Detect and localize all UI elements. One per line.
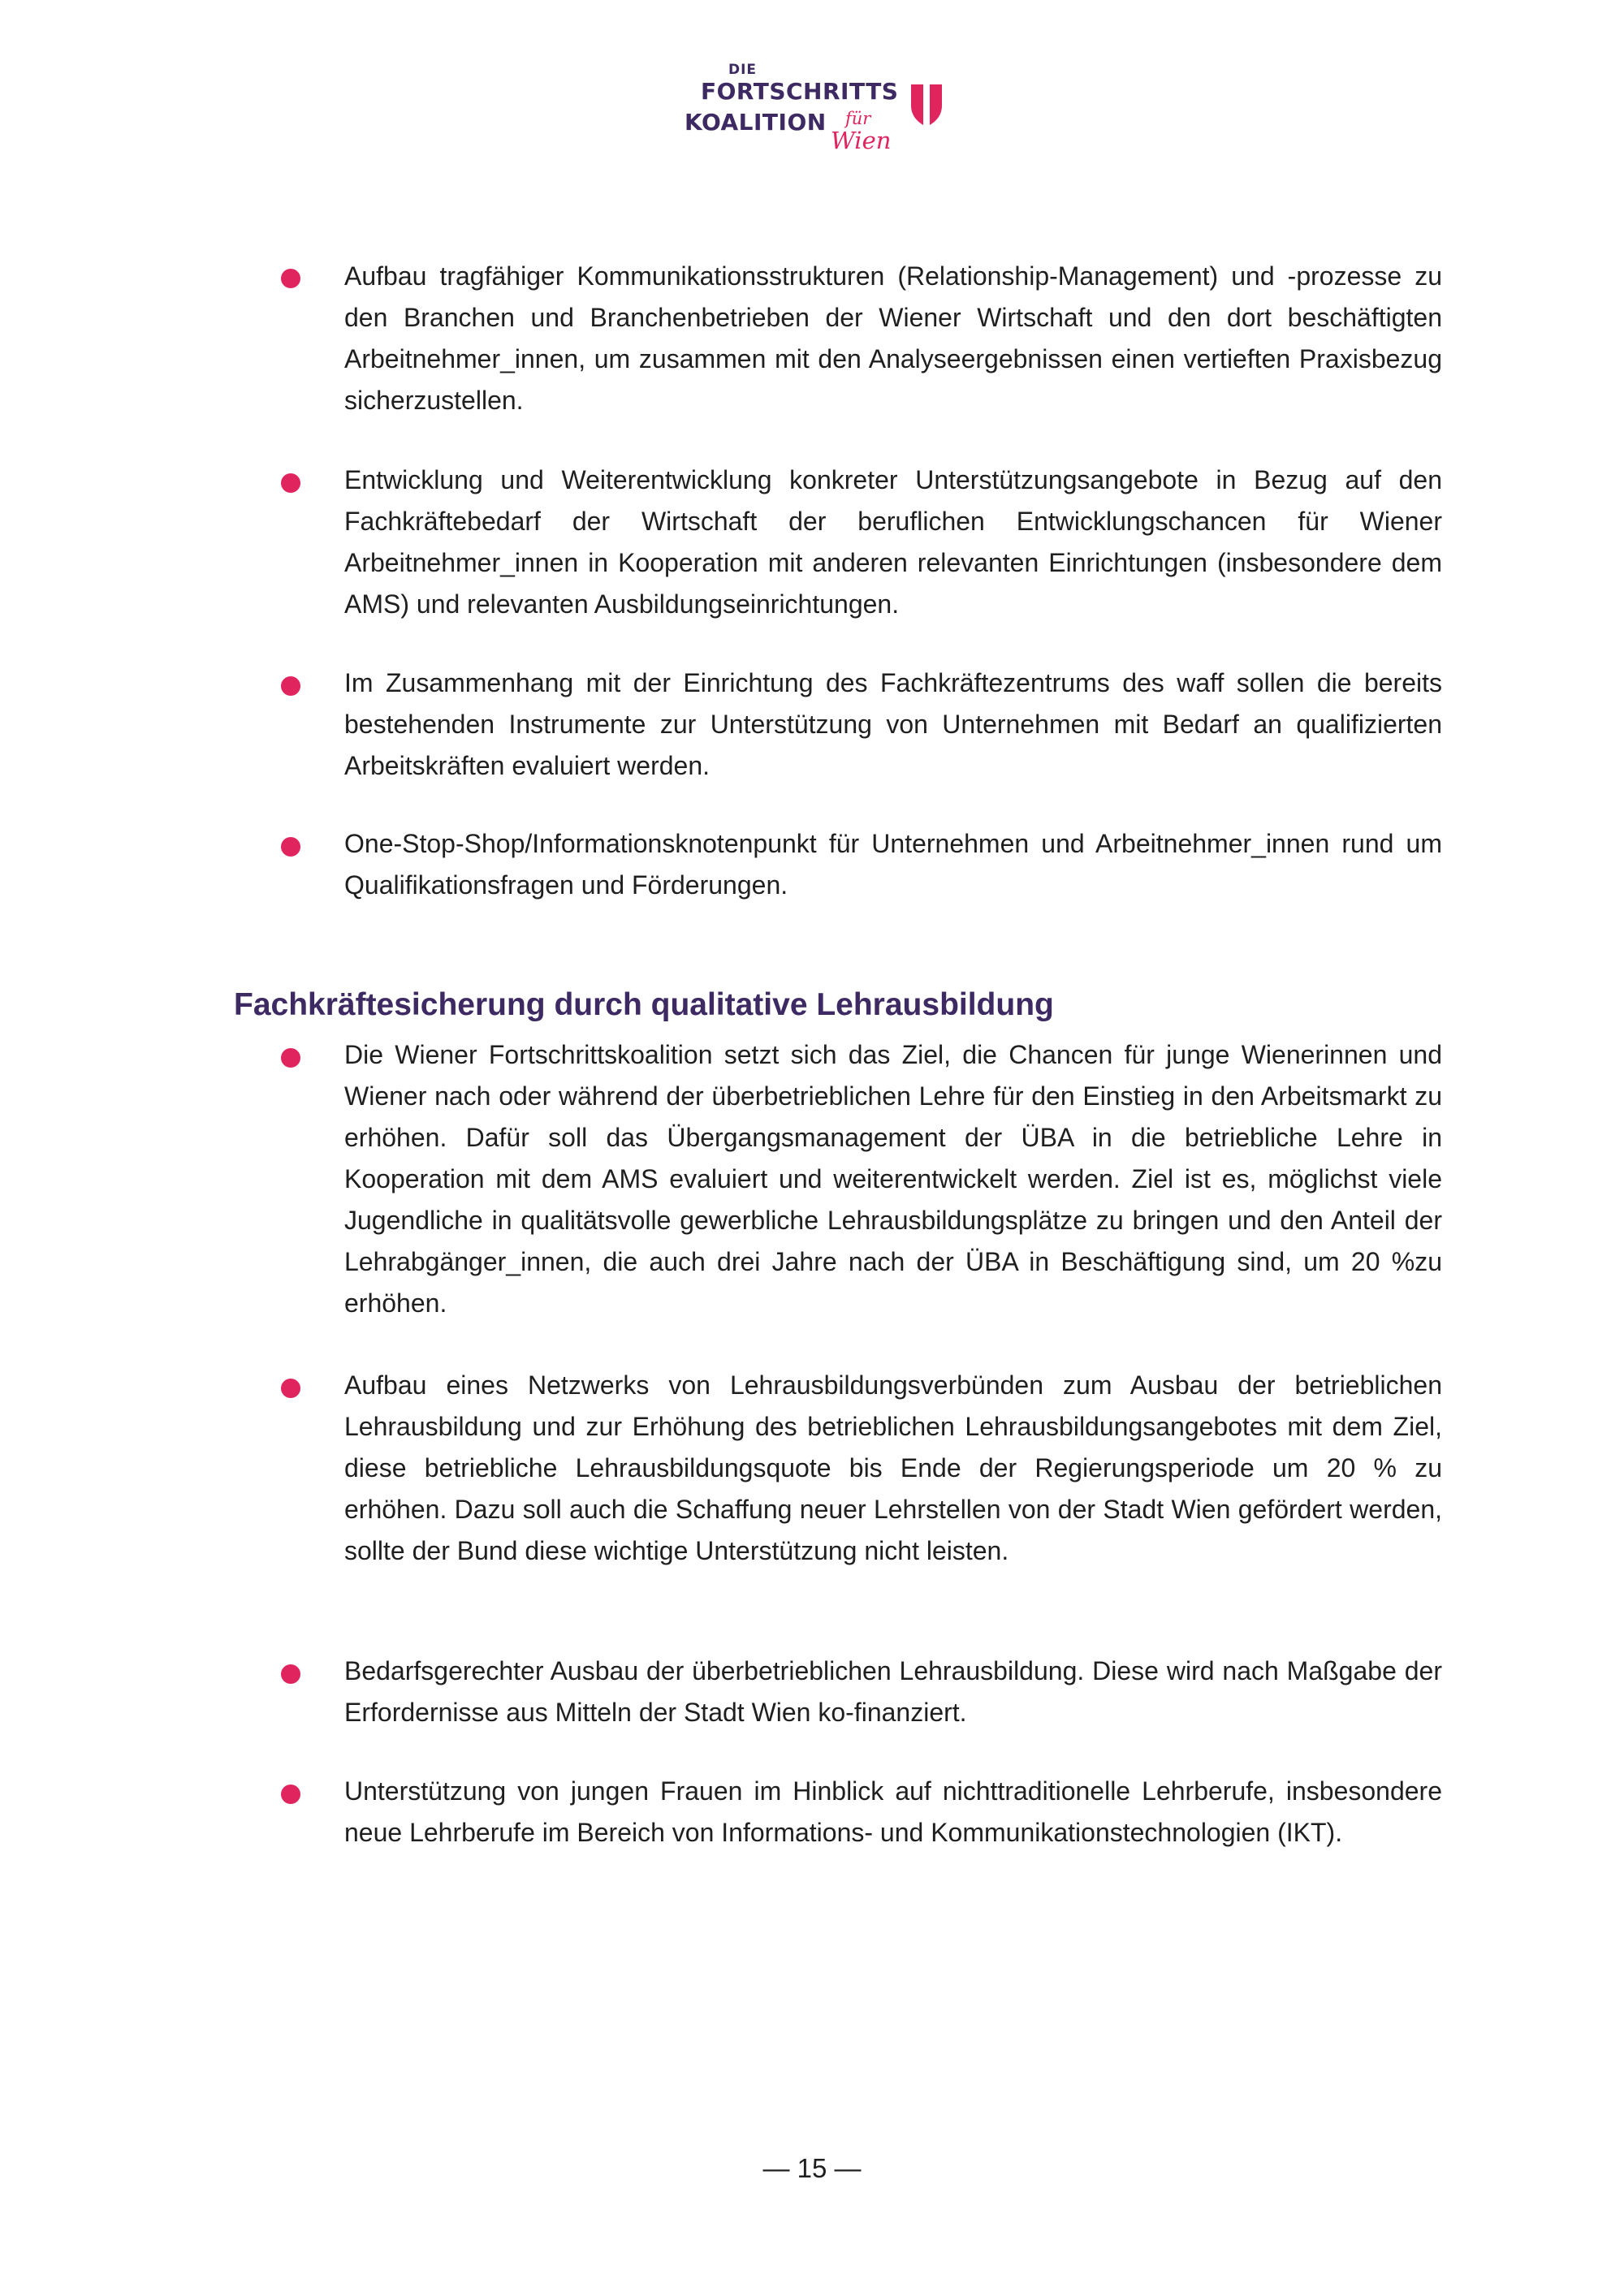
coalition-logo	[685, 57, 952, 162]
bullet-point-icon	[281, 473, 300, 493]
bullet-point-icon	[281, 1785, 300, 1804]
bullet-point-icon	[281, 837, 300, 857]
logo-fortschritts-text: FORTSCHRITTS	[701, 78, 899, 105]
page-number: — 15 —	[762, 2153, 862, 2183]
logo-koalition-text: KOALITION	[685, 109, 827, 136]
logo-die-text: DIE	[728, 62, 758, 78]
list-item: Die Wiener Fortschrittskoalition setzt sich das Ziel, die Chancen für junge Wienerinnen und Wiener nach oder während der überbetrieblichen Lehre für den Einstieg in den Arbeitsmarkt zu erhöhen. Dafür soll das Übergangsmanagement der ÜBA in die betriebliche Lehre in Kooperation mit dem AMS evaluiert und weiterentwickelt werden. Ziel ist es, möglichst viele Jugendliche in qualitätsvolle gewerbliche Lehrausbildungsplätze zu bringen und den Anteil der Lehrabgänger_innen, die auch drei Jahre nach der ÜBA in Beschäftigung sind, um 20 %zu erhöhen.	[344, 1040, 1442, 1318]
bullet-point-icon	[281, 1664, 300, 1684]
logo-wien-text: Wien	[831, 127, 892, 154]
bullet-point-icon	[281, 1048, 300, 1068]
list-item: Aufbau eines Netzwerks von Lehrausbildungsverbünden zum Ausbau der betrieblichen Lehrausbildung und zur Erhöhung des betrieblichen Lehrausbildungsangebotes mit dem Ziel, diese betriebliche Lehrausbildungsquote bis Ende der Regierungsperiode um 20 % zu erhöhen. Dazu soll auch die Schaffung neuer Lehrstellen von der Stadt Wien gefördert werden, sollte der Bund diese wichtige Unterstützung nicht leisten.	[344, 1370, 1442, 1565]
list-item: Bedarfsgerechter Ausbau der überbetrieblichen Lehrausbildung. Diese wird nach Maßgabe der Erfordernisse aus Mitteln der Stadt Wien ko-finanziert.	[344, 1656, 1442, 1727]
list-item: Aufbau tragfähiger Kommunikationsstrukturen (Relationship-Management) und -prozesse zu den Branchen und Branchenbetrieben der Wiener Wirtschaft und den dort beschäftigten Arbeitnehmer_innen, um zusammen mit den Analyseergebnissen einen vertieften Praxisbezug sicherzustellen.	[344, 261, 1442, 415]
logo-fuer-text: für	[845, 109, 871, 128]
bullet-point-icon	[281, 676, 300, 696]
bullet-point-icon	[281, 1379, 300, 1398]
vienna-shield-icon	[909, 83, 944, 128]
list-item: Im Zusammenhang mit der Einrichtung des Fachkräftezentrums des waff sollen die bereits bestehenden Instrumente zur Unterstützung von Unternehmen mit Bedarf an qualifizierten Arbeitskräften evaluiert werden.	[344, 668, 1442, 780]
section-heading: Fachkräftesicherung durch qualitative Lehrausbildung	[234, 987, 1054, 1022]
bullet-point-icon	[281, 269, 300, 288]
list-item: One-Stop-Shop/Informationsknotenpunkt für Unternehmen und Arbeitnehmer_innen rund um Qualifikationsfragen und Förderungen.	[344, 829, 1442, 900]
list-item: Entwicklung und Weiterentwicklung konkreter Unterstützungsangebote in Bezug auf den Fachkräftebedarf der Wirtschaft der beruflichen Entwicklungschancen für Wiener Arbeitnehmer_innen in Kooperation mit anderen relevanten Einrichtungen (insbesondere dem AMS) und relevanten Ausbildungseinrichtungen.	[344, 465, 1442, 619]
list-item: Unterstützung von jungen Frauen im Hinblick auf nichttraditionelle Lehrberufe, insbesondere neue Lehrberufe im Bereich von Informations- und Kommunikationstechnologien (IKT).	[344, 1776, 1442, 1847]
